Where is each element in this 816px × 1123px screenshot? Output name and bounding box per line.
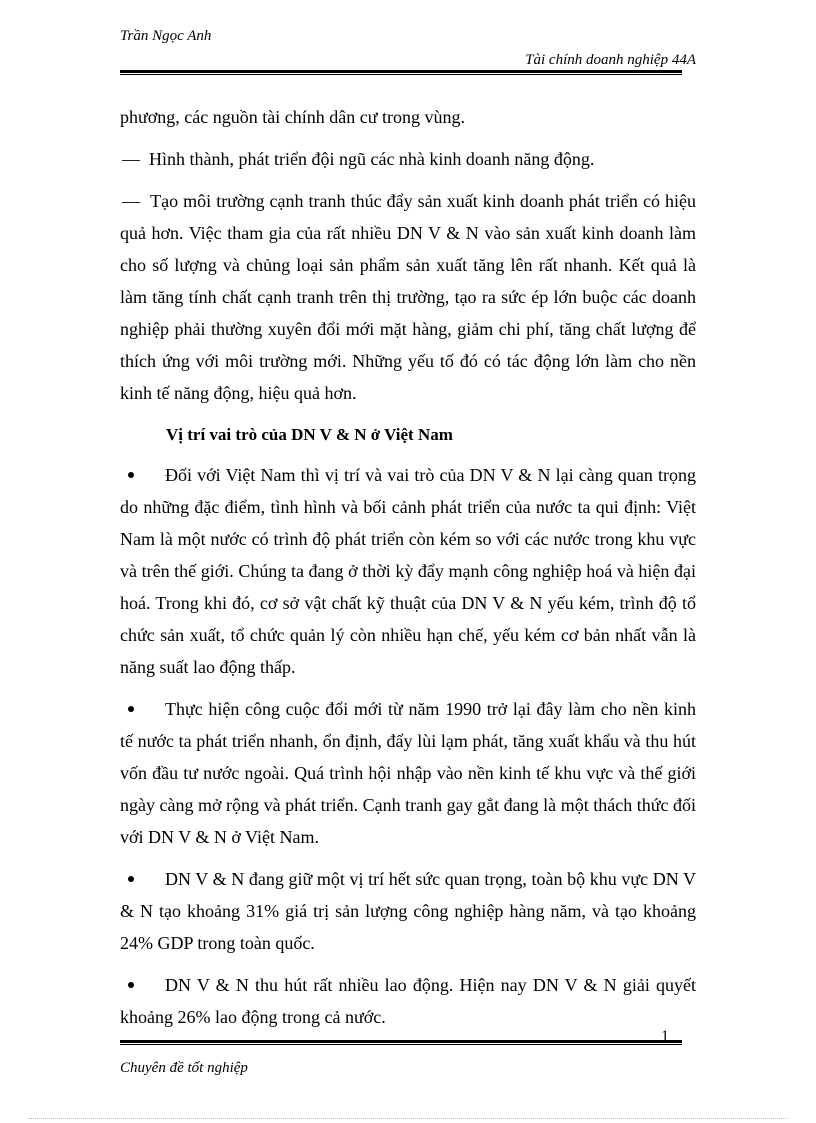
dash-item-text: Hình thành, phát triển đội ngũ các nhà kinh doanh năng động.	[149, 149, 595, 169]
header-course: Tài chính doanh nghiệp 44A	[525, 52, 696, 68]
bullet-icon	[128, 706, 134, 712]
paragraph-continuation: phương, các nguồn tài chính dân cư trong vùng.	[120, 107, 465, 127]
bullet-text: Đối với Việt Nam thì vị trí và vai trò của DN V & N lại càng quan trọng do những đặc điểm, tình hình và bối cảnh phát triển của nước ta qui định: Việt Nam là một nước có trình độ phát triển còn kém so với các nước trong khu vực và trên thế giới. Chúng ta đang ở thời kỳ đẩy mạnh công nghiệp hoá và hiện đại hoá. Trong khi đó, cơ sở vật chất kỹ thuật của DN V & N yếu kém, trình độ tổ chức sản xuất, tổ chức quản lý còn nhiều hạn chế, yếu kém cơ bản nhất vẫn là năng suất lao động thấp.	[120, 465, 696, 677]
bullet-text: DN V & N đang giữ một vị trí hết sức quan trọng, toàn bộ khu vực DN V & N tạo khoảng 31% giá trị sản lượng công nghiệp hàng năm, và tạo khoảng 24% GDP trong toàn quốc.	[120, 869, 696, 953]
footer-label: Chuyên đề tốt nghiệp	[120, 1060, 248, 1076]
bullet-text: DN V & N thu hút rất nhiều lao động. Hiện nay DN V & N giải quyết khoảng 26% lao động trong cả nước.	[120, 975, 696, 1027]
bullet-item-2	[120, 693, 696, 853]
section-heading: Vị trí vai trò của DN V & N ở Việt Nam	[166, 425, 453, 444]
page-number: 1	[661, 1028, 669, 1045]
footer-rule	[120, 1040, 682, 1045]
bullet-icon	[128, 472, 134, 478]
dash-item-text: Tạo môi trường cạnh tranh thúc đẩy sản xuất kinh doanh phát triển có hiệu quả hơn. Việc tham gia của rất nhiều DN V & N vào sản xuất kinh doanh làm cho số lượng và chủng loại sản phẩm sản xuất tăng lên rất nhanh. Kết quả là làm tăng tính chất cạnh tranh trên thị trường, tạo ra sức ép lớn buộc các doanh nghiệp phải thường xuyên đổi mới mặt hàng, giảm chi phí, tăng chất lượng để thích ứng với môi trường mới. Những yếu tố đó có tác động lớn làm cho nền kinh tế năng động, hiệu quả hơn.	[120, 191, 696, 403]
dash-item-2	[120, 185, 696, 409]
bullet-icon	[128, 876, 134, 882]
header-author: Trần Ngọc Anh	[120, 28, 212, 44]
bullet-icon	[128, 982, 134, 988]
bullet-text: Thực hiện công cuộc đổi mới từ năm 1990 trở lại đây làm cho nền kinh tế nước ta phát triển nhanh, ổn định, đẩy lùi lạm phát, tăng xuất khẩu và thu hút vốn đầu tư nước ngoài. Quá trình hội nhập vào nền kinh tế khu vực và thế giới ngày càng mở rộng và phát triển. Cạnh tranh gay gắt đang là một thách thức đối với DN V & N ở Việt Nam.	[120, 699, 696, 847]
document-body	[120, 101, 696, 1043]
header-rule	[120, 70, 682, 75]
bullet-item-4	[120, 969, 696, 1033]
bullet-item-1	[120, 459, 696, 683]
bullet-item-3	[120, 863, 696, 959]
dash-item-1	[120, 143, 696, 175]
page-edge-divider	[28, 1118, 788, 1119]
